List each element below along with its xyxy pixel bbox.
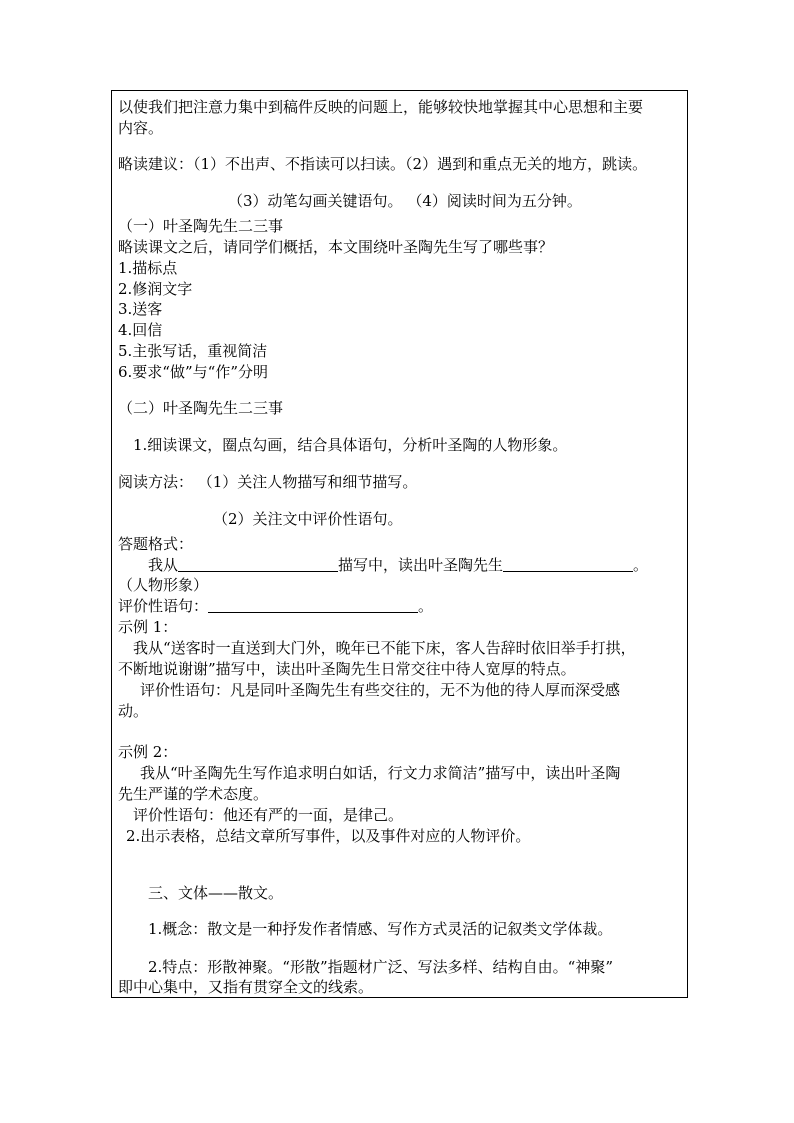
example-text: 评价性语句：他还有严的一面，是律己。 [133, 806, 404, 824]
task-text: 1.细读课文，圈点勾画，结合具体语句，分析叶圣陶的人物形象。 [133, 436, 568, 454]
section-heading: 三、文体——散文。 [148, 884, 284, 902]
text-segment: 描写中，读出叶圣陶先生 [338, 556, 504, 574]
question-text: 略读课文之后，请同学们概括，本文围绕叶圣陶先生写了哪些事？ [118, 238, 554, 256]
example-text: 评价性语句：凡是同叶圣陶先生有些交往的，无不为他的待人厚而深受感 [140, 681, 621, 699]
example-label: 示例 1： [118, 618, 178, 636]
concept-text: 1.概念：散文是一种抒发作者情感、写作方式灵活的记叙类文学体裁。 [148, 920, 613, 938]
list-item: 2.修润文字 [118, 280, 193, 298]
section-heading: （二）叶圣陶先生二三事 [118, 399, 284, 417]
text-segment: 。 [418, 597, 434, 615]
evaluation-format-line [118, 596, 433, 616]
answer-format-label: 答题格式： [118, 535, 194, 553]
feature-text: 即中心集中，又指有贯穿全文的线索。 [118, 978, 374, 996]
fill-blank [503, 556, 633, 572]
section-heading: （一）叶圣陶先生二三事 [118, 217, 284, 235]
text-line: 以使我们把注意力集中到稿件反映的问题上，能够较快地掌握其中心思想和主要 [118, 98, 644, 116]
task-text: 2.出示表格，总结文章所写事件，以及事件对应的人物评价。 [126, 827, 531, 845]
text-line: 内容。 [118, 119, 164, 137]
text-segment: 评价性语句： [118, 597, 209, 615]
text-segment: 我从 [148, 556, 179, 574]
reading-suggestion: 略读建议：（1）不出声、不指读可以扫读。（2）遇到和重点无关的地方，跳读。 [118, 155, 648, 173]
list-item: 1.描标点 [118, 259, 178, 277]
text-segment: 。 [633, 556, 649, 574]
list-item: 4.回信 [118, 321, 163, 339]
example-text: 动。 [118, 702, 149, 720]
list-item: 6.要求“做”与“作”分明 [118, 363, 268, 381]
reading-method-cont: （2）关注文中评价性语句。 [213, 510, 403, 528]
feature-text: 2.特点：形散神聚。“形散”指题材广泛、写法多样、结构自由。“神聚” [148, 958, 613, 976]
fill-blank [208, 597, 418, 613]
list-item: 5.主张写话，重视简洁 [118, 342, 268, 360]
text-line: （人物形象） [118, 576, 209, 594]
example-text: 我从“叶圣陶先生写作追求明白如话，行文力求简洁”描写中，读出叶圣陶 [140, 764, 621, 782]
example-label: 示例 2： [118, 743, 178, 761]
reading-suggestion-cont: （3）动笔勾画关键语句。 （4）阅读时间为五分钟。 [228, 192, 582, 210]
example-text: 我从“送客时一直送到大门外，晚年已不能下床，客人告辞时依旧举手打拱， [133, 639, 636, 657]
fill-blank [178, 556, 338, 572]
answer-format-line [148, 555, 648, 575]
example-text: 先生严谨的学术态度。 [118, 785, 269, 803]
list-item: 3.送客 [118, 300, 163, 318]
example-text: 不断地说谢谢”描写中，读出叶圣陶先生日常交往中待人宽厚的特点。 [118, 660, 576, 678]
reading-method: 阅读方法： （1）关注人物描写和细节描写。 [118, 473, 418, 491]
